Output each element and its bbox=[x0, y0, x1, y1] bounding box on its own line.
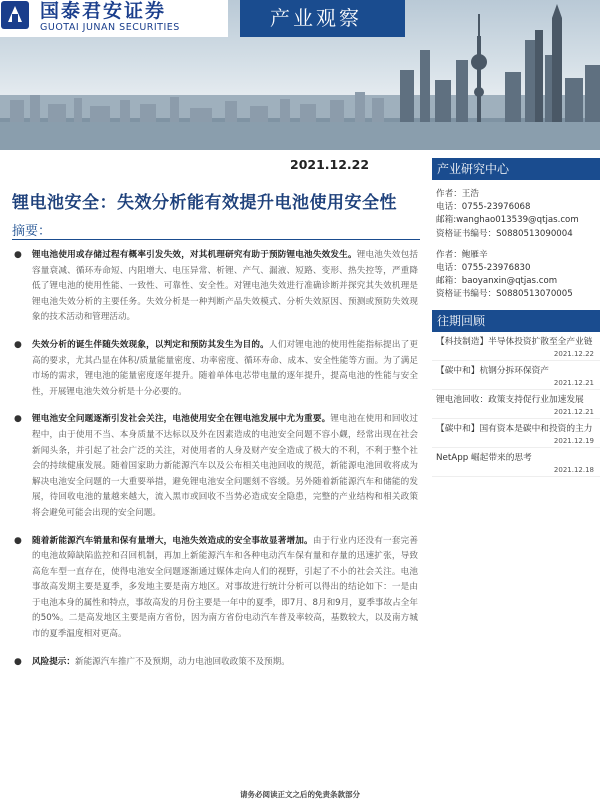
author-email[interactable]: 邮箱：baoyanxin@qtjas.com bbox=[436, 276, 558, 287]
footer bbox=[0, 782, 600, 801]
risk-warning bbox=[14, 655, 418, 671]
author-phone: 电话：0755-23976068 bbox=[436, 202, 531, 213]
bullet-icon: ● bbox=[14, 339, 22, 350]
history-item-date: 2021.12.18 bbox=[553, 465, 594, 474]
author-email[interactable]: 邮箱:wanghao013539@qtjas.com bbox=[436, 215, 579, 226]
author-certificate: 资格证书编号：S0880513070005 bbox=[436, 289, 573, 300]
history-item-date: 2021.12.21 bbox=[553, 407, 594, 416]
abstract-label: 摘要： bbox=[12, 224, 52, 239]
author-name: 作者：王浩 bbox=[436, 189, 479, 199]
author-certificate: 资格证书编号：S0880513090004 bbox=[436, 228, 573, 239]
history-item-title[interactable]: 【科技制造】半导体投资扩散至全产业链 bbox=[436, 336, 593, 347]
paragraph-text: 锂电池失效包括容量衰减、循环寿命短、内阻增大、电压异常、析锂、产气、漏液、短路、变形、热失控等，严重降低了锂电池的使用性能、一致性、可靠性、安全性。对锂电池失效进行准确诊断并探究其失效机理是锂电池失效分析的主要任务。失效分析是一种判断产品失效模式、分析失效原因、预测或预防失效现象的技术活动和管理活动。 bbox=[32, 250, 418, 323]
bullet-icon: ● bbox=[14, 656, 22, 667]
risk-warning-label: 风险提示： bbox=[32, 656, 75, 667]
history-header: 往期回顾 bbox=[432, 310, 600, 332]
history-item-title[interactable]: 锂电池回收：政策支持促行业加速发展 bbox=[436, 394, 584, 405]
history-item[interactable] bbox=[432, 448, 600, 477]
paragraph-text: 锂电池在使用和回收过程中，由于使用不当、本身质量不达标以及外在因素造成的电池安全问题不容小觑，经常出现在社会新闻头条，并引起了社会广泛的关注，对使用者的人身及财产安全造成了极大的不利，不利于整个社会的持续健康发展。随着国家助力新能源汽车以及公布相关电池回收的规范，新能源电池回收将成为解决电池安全问题的一大重要举措，避免锂电池安全问题刻不容缓。另外随着新能源汽车和储能的发展，待回收电池的量越来越大，流入黑市或回收不当势必造成安全隐患，完整的产业结构和相关政策将会避免可能会出现的安全问题。 bbox=[32, 414, 418, 518]
history-item-title[interactable]: 【碳中和】杭钢分拆环保资产 bbox=[436, 365, 549, 376]
paragraph-lead: 锂电池使用或存储过程有概率引发失效，对其机理研究有助于预防锂电池失效发生。 bbox=[32, 250, 357, 260]
history-item[interactable] bbox=[432, 361, 600, 390]
paragraph-lead: 锂电池安全问题逐渐引发社会关注，电池使用安全在锂电池发展中尤为重要。 bbox=[32, 414, 331, 425]
report-date: 2021.12.22 bbox=[290, 157, 370, 172]
abstract-divider bbox=[12, 239, 420, 240]
history-item[interactable] bbox=[432, 332, 600, 361]
history-item-date: 2021.12.22 bbox=[553, 349, 594, 358]
history-item-date: 2021.12.21 bbox=[553, 378, 594, 387]
series-title: 产业观察 bbox=[270, 6, 362, 30]
disclaimer-notice: 请务必阅读正文之后的免责条款部分 bbox=[240, 790, 360, 799]
sidebar bbox=[432, 150, 600, 477]
research-center-header: 产业研究中心 bbox=[432, 158, 600, 180]
author-block bbox=[432, 180, 600, 241]
paragraph-text: 人们对锂电池的使用性能指标提出了更高的要求，尤其凸显在体积/质量能量密度、功率密度、循环寿命、成本、安全性能等方面。为了满足市场的需求，锂电池的能量密度逐年提升。随着单体电芯带电量的逐年提升，提高电池的性能与安全性，开展锂电池失效分析是十分必要的。 bbox=[32, 339, 418, 397]
abstract-paragraph bbox=[14, 412, 418, 521]
logo-english-name: GUOTAI JUNAN SECURITIES bbox=[40, 22, 180, 33]
risk-warning-text: 新能源汽车推广不及预期，动力电池回收政策不及预期。 bbox=[74, 656, 290, 667]
paragraph-lead: 随着新能源汽车销量和保有量增大，电池失效造成的安全事故显著增加。 bbox=[32, 535, 313, 546]
history-item-title[interactable]: 【碳中和】国有资本是碳中和投资的主力 bbox=[436, 423, 593, 434]
history-item[interactable] bbox=[432, 419, 600, 448]
paragraph-lead: 失效分析的诞生伴随失效现象，以判定和预防其发生为目的。 bbox=[32, 339, 269, 350]
bullet-icon: ● bbox=[14, 250, 22, 260]
history-item-title[interactable]: NetApp 崛起带来的思考 bbox=[436, 452, 532, 463]
report-title: 锂电池安全：失效分析能有效提升电池使用安全性 bbox=[12, 193, 397, 213]
abstract-paragraph bbox=[14, 534, 418, 643]
company-logo-icon bbox=[0, 0, 30, 30]
abstract-paragraph bbox=[14, 248, 418, 326]
author-name: 作者：鲍雁辛 bbox=[436, 249, 488, 260]
logo-chinese-name: 国泰君安证券 bbox=[40, 0, 167, 22]
author-block bbox=[432, 241, 600, 302]
author-phone: 电话：0755-23976830 bbox=[436, 263, 531, 274]
abstract-paragraph bbox=[14, 338, 418, 400]
bullet-icon: ● bbox=[14, 535, 22, 546]
history-item-date: 2021.12.19 bbox=[553, 436, 594, 445]
abstract-body bbox=[14, 248, 418, 682]
bullet-icon: ● bbox=[14, 414, 22, 425]
history-item[interactable] bbox=[432, 390, 600, 419]
header-banner bbox=[0, 0, 600, 150]
logo-area bbox=[0, 0, 228, 37]
paragraph-text: 由于行业内还没有一套完善的电池故障缺陷监控和召回机制，再加上新能源汽车和各种电动汽车保有量和存量的迅速扩张，导致高危车型一直存在，使得电池安全问题逐渐通过媒体走向人们的视野，引起了不小的社会关注。电池事故高发期主要是夏季，多发地主要是南方地区。对事故进行统计分析可以得出的结论如下：一是由于电池本身的属性和特点，事故高发的月份主要是一年中的夏季，即7月、8月和9月，夏季事故占全年的50%。二是高发地区主要是南方省份，因为南方省份电动汽车普及率较高，基数较大，以及南方城市的夏季温度相对更高。 bbox=[32, 535, 418, 640]
